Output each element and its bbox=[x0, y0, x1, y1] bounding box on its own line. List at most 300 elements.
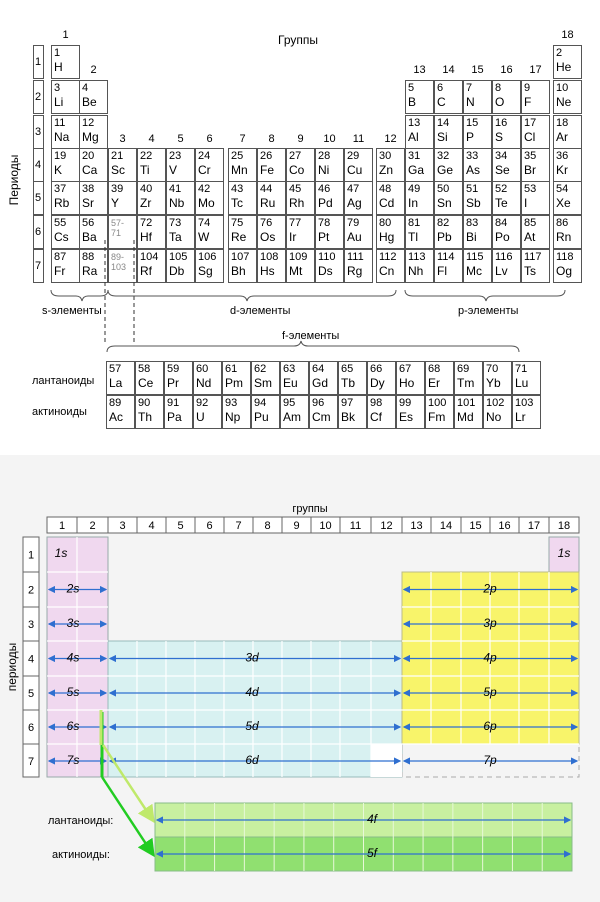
atomic-number: 50 bbox=[437, 183, 450, 195]
atomic-number: 88 bbox=[82, 251, 95, 263]
element-symbol: Cs bbox=[54, 230, 69, 244]
lanthanoid-cell bbox=[135, 361, 164, 395]
lanthanoid-cell bbox=[106, 361, 135, 395]
atomic-number: 48 bbox=[379, 183, 392, 195]
atomic-number: 98 bbox=[370, 397, 383, 409]
s-label: 4s bbox=[66, 650, 80, 665]
element-symbol: Ho bbox=[399, 376, 415, 390]
atomic-number: 101 bbox=[457, 397, 476, 409]
atomic-number: 27 bbox=[289, 150, 302, 162]
group-number: 13 bbox=[413, 64, 426, 76]
actinoid-cell bbox=[512, 395, 541, 429]
atomic-number: 84 bbox=[495, 217, 508, 229]
element-symbol: F bbox=[524, 95, 532, 109]
atomic-number: 32 bbox=[437, 150, 450, 162]
element-symbol: Si bbox=[437, 130, 448, 144]
atomic-number: 37 bbox=[54, 183, 67, 195]
atomic-number: 22 bbox=[140, 150, 153, 162]
element-symbol: Pa bbox=[167, 410, 182, 424]
atomic-number: 49 bbox=[408, 183, 421, 195]
atomic-number: 94 bbox=[254, 397, 267, 409]
element-symbol: Se bbox=[495, 163, 510, 177]
element-symbol: Al bbox=[408, 130, 419, 144]
element-symbol: S bbox=[495, 130, 504, 144]
element-symbol: Ru bbox=[260, 196, 276, 210]
atomic-number: 55 bbox=[54, 217, 67, 229]
element-symbol: Pr bbox=[167, 376, 179, 390]
element-symbol: Sc bbox=[111, 163, 126, 177]
atomic-number: 109 bbox=[289, 251, 308, 263]
element-symbol: Cr bbox=[198, 163, 211, 177]
atomic-number: 39 bbox=[111, 183, 124, 195]
atomic-number: 10 bbox=[556, 82, 569, 94]
element-symbol: Fe bbox=[260, 163, 275, 177]
atomic-number: 47 bbox=[347, 183, 360, 195]
element-symbol: Os bbox=[260, 230, 276, 244]
element-symbol: Zn bbox=[379, 163, 394, 177]
element-symbol: Br bbox=[524, 163, 536, 177]
atomic-number: 62 bbox=[254, 363, 267, 375]
actinoid-cell bbox=[396, 395, 425, 429]
p-label: 5p bbox=[483, 685, 497, 699]
element-symbol: Y bbox=[111, 196, 120, 210]
lanthanoid-cell bbox=[280, 361, 309, 395]
block-diagram bbox=[0, 455, 600, 902]
element-symbol: Au bbox=[347, 230, 362, 244]
group-number: 17 bbox=[527, 520, 541, 532]
atomic-number: 108 bbox=[260, 251, 279, 263]
group-number: 5 bbox=[177, 133, 184, 145]
element-symbol: Cm bbox=[312, 410, 331, 424]
group-number: 3 bbox=[119, 133, 126, 145]
lanthanoid-cell bbox=[512, 361, 541, 395]
period-number-text: 2 bbox=[35, 91, 42, 103]
atomic-number: 29 bbox=[347, 150, 360, 162]
group-number: 4 bbox=[148, 520, 155, 532]
block-diagram-svg bbox=[0, 455, 600, 902]
element-symbol: Pm bbox=[225, 376, 243, 390]
atomic-number: 72 bbox=[140, 217, 153, 229]
atomic-number: 69 bbox=[457, 363, 470, 375]
element-symbol: At bbox=[524, 230, 536, 244]
element-symbol: Ga bbox=[408, 163, 425, 177]
atomic-number: 71 bbox=[515, 363, 528, 375]
element-symbol: Ra bbox=[82, 264, 98, 278]
element-symbol: Sn bbox=[437, 196, 452, 210]
atomic-number: 61 bbox=[225, 363, 238, 375]
element-symbol: Nb bbox=[169, 196, 185, 210]
atomic-number: 77 bbox=[289, 217, 302, 229]
atomic-number: 19 bbox=[54, 150, 67, 162]
atomic-number: 105 bbox=[169, 251, 188, 263]
lanthanoid-cell bbox=[338, 361, 367, 395]
element-symbol: Pd bbox=[318, 196, 333, 210]
atomic-number: 107 bbox=[231, 251, 250, 263]
period-number-text: 7 bbox=[35, 260, 42, 272]
lanthanoid-cell bbox=[425, 361, 454, 395]
element-symbol: Pt bbox=[318, 230, 330, 244]
periods-title: Периоды bbox=[7, 154, 21, 206]
atomic-number: 3 bbox=[54, 82, 61, 94]
atomic-number: 56 bbox=[82, 217, 95, 229]
element-symbol: Be bbox=[82, 95, 97, 109]
actinoid-cell bbox=[425, 395, 454, 429]
group-number: 9 bbox=[293, 520, 300, 532]
p-label: 4p bbox=[483, 650, 497, 665]
p-label: 6p bbox=[483, 719, 497, 733]
atomic-number: 117 bbox=[524, 251, 542, 263]
element-symbol: Co bbox=[289, 163, 305, 177]
atomic-number: 89- 103 bbox=[111, 252, 127, 272]
period-number-text: 5 bbox=[35, 192, 42, 204]
atomic-number: 8 bbox=[495, 82, 502, 94]
atomic-number: 23 bbox=[169, 150, 182, 162]
s-label: 5s bbox=[66, 685, 80, 699]
element-symbol: V bbox=[169, 163, 178, 177]
element-symbol: Mo bbox=[198, 196, 215, 210]
atomic-number: 116 bbox=[495, 251, 513, 263]
atomic-number: 54 bbox=[556, 183, 569, 195]
lanthanoid-cell bbox=[396, 361, 425, 395]
period-number: 7 bbox=[27, 756, 35, 768]
group-number: 10 bbox=[319, 520, 332, 532]
element-symbol: Db bbox=[169, 264, 185, 278]
atomic-number: 75 bbox=[231, 217, 244, 229]
group-number: 8 bbox=[268, 133, 275, 145]
group-number: 13 bbox=[410, 520, 423, 532]
atomic-number: 92 bbox=[196, 397, 209, 409]
atomic-number: 67 bbox=[399, 363, 412, 375]
atomic-number: 68 bbox=[428, 363, 441, 375]
atomic-number: 2 bbox=[556, 47, 563, 59]
atomic-number: 9 bbox=[524, 82, 531, 94]
atomic-number: 38 bbox=[82, 183, 95, 195]
atomic-number: 46 bbox=[318, 183, 331, 195]
group-number: 4 bbox=[148, 133, 155, 145]
atomic-number: 90 bbox=[138, 397, 151, 409]
atomic-number: 14 bbox=[437, 117, 450, 129]
f-label: 4f bbox=[366, 812, 378, 826]
actinoid-cell bbox=[193, 395, 222, 429]
period-number: 6 bbox=[27, 722, 35, 734]
group-number: 12 bbox=[384, 133, 397, 145]
group-number: 15 bbox=[469, 520, 482, 532]
element-symbol: K bbox=[54, 163, 63, 177]
group-number: 15 bbox=[471, 64, 484, 76]
atomic-number: 42 bbox=[198, 183, 211, 195]
group-number: 14 bbox=[439, 520, 453, 532]
atomic-number: 6 bbox=[437, 82, 444, 94]
group-number: 7 bbox=[239, 133, 246, 145]
period-number: 2 bbox=[27, 584, 35, 597]
period-number-text: 3 bbox=[35, 126, 42, 138]
actinoid-cell bbox=[309, 395, 338, 429]
atomic-number: 57- 71 bbox=[111, 218, 125, 238]
element-symbol: N bbox=[466, 95, 475, 109]
group-number: 6 bbox=[206, 133, 213, 145]
element-symbol: O bbox=[495, 95, 505, 109]
atomic-number: 79 bbox=[347, 217, 360, 229]
element-symbol: Am bbox=[283, 410, 301, 424]
lanthanoid-cell bbox=[251, 361, 280, 395]
element-symbol: Tm bbox=[457, 376, 475, 390]
element-symbol: Cd bbox=[379, 196, 395, 210]
atomic-number: 44 bbox=[260, 183, 273, 195]
element-symbol: Mc bbox=[466, 264, 482, 278]
p-label: 2p bbox=[483, 581, 497, 596]
group-number: 18 bbox=[557, 520, 571, 532]
element-symbol: Ne bbox=[556, 95, 572, 109]
element-symbol: Ce bbox=[138, 376, 154, 390]
element-symbol: Th bbox=[138, 410, 153, 424]
actinoids-label: актиноиды: bbox=[52, 849, 110, 861]
element-symbol: Ac bbox=[109, 410, 124, 424]
element-symbol: Gd bbox=[312, 376, 329, 390]
group-number: 9 bbox=[297, 133, 304, 145]
atomic-number: 74 bbox=[198, 217, 211, 229]
element-symbol: Po bbox=[495, 230, 510, 244]
periodic-table-top bbox=[0, 0, 600, 445]
lanthanoid-cell bbox=[222, 361, 251, 395]
element-symbol: Pb bbox=[437, 230, 452, 244]
group-number: 16 bbox=[498, 520, 511, 532]
element-symbol: Ag bbox=[347, 196, 362, 210]
group-number: 2 bbox=[90, 64, 97, 76]
atomic-number: 70 bbox=[486, 363, 499, 375]
element-symbol: Lr bbox=[515, 410, 526, 424]
atomic-number: 112 bbox=[379, 251, 397, 263]
atomic-number: 118 bbox=[556, 251, 574, 263]
element-symbol: Tb bbox=[341, 376, 356, 390]
atomic-number: 1 bbox=[54, 47, 61, 59]
atomic-number: 76 bbox=[260, 217, 273, 229]
element-symbol: B bbox=[408, 95, 417, 109]
element-symbol: Hf bbox=[140, 230, 152, 244]
atomic-number: 83 bbox=[466, 217, 479, 229]
atomic-number: 60 bbox=[196, 363, 209, 375]
atomic-number: 58 bbox=[138, 363, 151, 375]
element-symbol: Cl bbox=[524, 130, 536, 144]
period-number-text: 1 bbox=[35, 56, 42, 68]
s-label: 7s bbox=[66, 753, 80, 767]
atomic-number: 111 bbox=[347, 251, 364, 263]
element-symbol: Md bbox=[457, 410, 474, 424]
element-symbol: Ts bbox=[524, 264, 536, 278]
lanthanoid-cell bbox=[483, 361, 512, 395]
actinoid-cell bbox=[367, 395, 396, 429]
element-symbol: Mg bbox=[82, 130, 99, 144]
atomic-number: 51 bbox=[466, 183, 479, 195]
f-block-label: f-элементы bbox=[282, 330, 340, 342]
atomic-number: 31 bbox=[408, 150, 421, 162]
atomic-number: 33 bbox=[466, 150, 479, 162]
period-number: 1 bbox=[27, 549, 35, 562]
atomic-number: 13 bbox=[408, 117, 421, 129]
atomic-number: 89 bbox=[109, 397, 122, 409]
lanthanoids-label: лантаноиды: bbox=[48, 815, 114, 827]
atomic-number: 106 bbox=[198, 251, 217, 263]
atomic-number: 87 bbox=[54, 251, 67, 263]
atomic-number: 96 bbox=[312, 397, 325, 409]
atomic-number: 34 bbox=[495, 150, 508, 162]
element-symbol: Mt bbox=[289, 264, 303, 278]
lanthanoid-cell bbox=[193, 361, 222, 395]
atomic-number: 59 bbox=[167, 363, 180, 375]
lanthanoids-label: лантаноиды bbox=[32, 375, 95, 387]
atomic-number: 113 bbox=[408, 251, 426, 263]
element-symbol: Bk bbox=[341, 410, 356, 424]
group-number: 6 bbox=[206, 520, 213, 532]
lanthanoid-cell bbox=[164, 361, 193, 395]
f-label: 5f bbox=[366, 846, 378, 860]
element-symbol: Sr bbox=[82, 196, 94, 210]
group-number: 8 bbox=[264, 520, 271, 532]
element-symbol: Te bbox=[495, 196, 508, 210]
element-symbol: As bbox=[466, 163, 481, 177]
s-label: 3s bbox=[66, 616, 80, 630]
d-label: 5d bbox=[245, 719, 259, 733]
element-symbol: Cu bbox=[347, 163, 363, 177]
s-block-label: s-элементы bbox=[42, 305, 102, 317]
element-symbol: Ds bbox=[318, 264, 333, 278]
atomic-number: 97 bbox=[341, 397, 354, 409]
atomic-number: 73 bbox=[169, 217, 182, 229]
element-symbol: No bbox=[486, 410, 502, 424]
lanthanoid-cell bbox=[454, 361, 483, 395]
group-number: 5 bbox=[177, 520, 184, 532]
d-block-label: d-элементы bbox=[230, 305, 291, 317]
atomic-number: 114 bbox=[437, 251, 455, 263]
group-number: 11 bbox=[349, 520, 362, 532]
p-block-label: p-элементы bbox=[458, 305, 519, 317]
atomic-number: 95 bbox=[283, 397, 296, 409]
atomic-number: 103 bbox=[515, 397, 534, 409]
atomic-number: 66 bbox=[370, 363, 383, 375]
period-number-text: 6 bbox=[35, 226, 42, 238]
period-number: 5 bbox=[27, 688, 35, 700]
s-label: 1s bbox=[54, 546, 68, 560]
atomic-number: 115 bbox=[466, 251, 484, 263]
element-symbol: La bbox=[109, 376, 123, 390]
element-symbol: Eu bbox=[283, 376, 298, 390]
atomic-number: 12 bbox=[82, 117, 95, 129]
group-number: 12 bbox=[380, 520, 393, 532]
actinoid-cell bbox=[483, 395, 512, 429]
element-symbol: Yb bbox=[486, 376, 501, 390]
group-number: 16 bbox=[500, 64, 513, 76]
atomic-number: 20 bbox=[82, 150, 95, 162]
group-number: 3 bbox=[119, 520, 126, 532]
group-number: 1 bbox=[62, 29, 69, 41]
atomic-number: 52 bbox=[495, 183, 508, 195]
element-symbol: W bbox=[198, 230, 210, 244]
element-symbol: Kr bbox=[556, 163, 568, 177]
element-symbol: Zr bbox=[140, 196, 152, 210]
element-symbol: Bi bbox=[466, 230, 477, 244]
s-label-he: 1s bbox=[557, 546, 571, 560]
element-symbol: Lv bbox=[495, 264, 508, 278]
lanthanoid-cell bbox=[367, 361, 396, 395]
atomic-number: 17 bbox=[524, 117, 537, 129]
d-label: 3d bbox=[245, 650, 259, 665]
element-symbol: He bbox=[556, 60, 572, 74]
group-number: 11 bbox=[352, 133, 365, 145]
atomic-number: 5 bbox=[408, 82, 415, 94]
element-symbol: Er bbox=[428, 376, 440, 390]
period-number: 3 bbox=[27, 619, 35, 631]
atomic-number: 40 bbox=[140, 183, 153, 195]
element-symbol: Cn bbox=[379, 264, 395, 278]
atomic-number: 64 bbox=[312, 363, 325, 375]
element-symbol: U bbox=[196, 410, 205, 424]
element-symbol: Pu bbox=[254, 410, 269, 424]
atomic-number: 30 bbox=[379, 150, 392, 162]
element-symbol: Ta bbox=[169, 230, 182, 244]
element-symbol: Xe bbox=[556, 196, 571, 210]
atomic-number: 102 bbox=[486, 397, 505, 409]
s-label: 6s bbox=[66, 719, 80, 733]
atomic-number: 21 bbox=[111, 150, 124, 162]
atomic-number: 26 bbox=[260, 150, 273, 162]
element-symbol: Fm bbox=[428, 410, 446, 424]
group-number: 17 bbox=[529, 64, 542, 76]
element-symbol: Tc bbox=[231, 196, 243, 210]
atomic-number: 78 bbox=[318, 217, 331, 229]
atomic-number: 53 bbox=[524, 183, 537, 195]
atomic-number: 110 bbox=[318, 251, 336, 263]
element-symbol: Sb bbox=[466, 196, 481, 210]
atomic-number: 4 bbox=[82, 82, 89, 94]
group-number: 10 bbox=[323, 133, 336, 145]
group-number: 7 bbox=[235, 520, 242, 532]
element-symbol: Ar bbox=[556, 130, 568, 144]
element-symbol: Re bbox=[231, 230, 247, 244]
actinoids-label: актиноиды bbox=[32, 406, 87, 418]
actinoid-cell bbox=[251, 395, 280, 429]
atomic-number: 35 bbox=[524, 150, 537, 162]
element-symbol: Li bbox=[54, 95, 64, 109]
group-number: 14 bbox=[442, 64, 455, 76]
atomic-number: 43 bbox=[231, 183, 244, 195]
d-label: 4d bbox=[245, 685, 259, 699]
element-symbol: Rb bbox=[54, 196, 70, 210]
atomic-number: 7 bbox=[466, 82, 473, 94]
element-symbol: Fl bbox=[437, 264, 447, 278]
atomic-number: 63 bbox=[283, 363, 296, 375]
atomic-number: 82 bbox=[437, 217, 450, 229]
element-symbol: Rg bbox=[347, 264, 363, 278]
element-symbol: Nd bbox=[196, 376, 212, 390]
atomic-number: 18 bbox=[556, 117, 569, 129]
atomic-number: 45 bbox=[289, 183, 302, 195]
element-symbol: Nh bbox=[408, 264, 424, 278]
atomic-number: 85 bbox=[524, 217, 537, 229]
element-symbol: Ni bbox=[318, 163, 330, 177]
atomic-number: 57 bbox=[109, 363, 122, 375]
atomic-number: 104 bbox=[140, 251, 159, 263]
p-label: 7p bbox=[483, 753, 497, 767]
atomic-number: 93 bbox=[225, 397, 238, 409]
element-symbol: Rn bbox=[556, 230, 572, 244]
element-symbol: C bbox=[437, 95, 446, 109]
element-symbol: Rf bbox=[140, 264, 152, 278]
atomic-number: 80 bbox=[379, 217, 392, 229]
actinoid-cell bbox=[280, 395, 309, 429]
actinoid-cell bbox=[338, 395, 367, 429]
groups-title: группы bbox=[292, 503, 328, 515]
element-symbol: Ca bbox=[82, 163, 98, 177]
actinoid-cell bbox=[164, 395, 193, 429]
